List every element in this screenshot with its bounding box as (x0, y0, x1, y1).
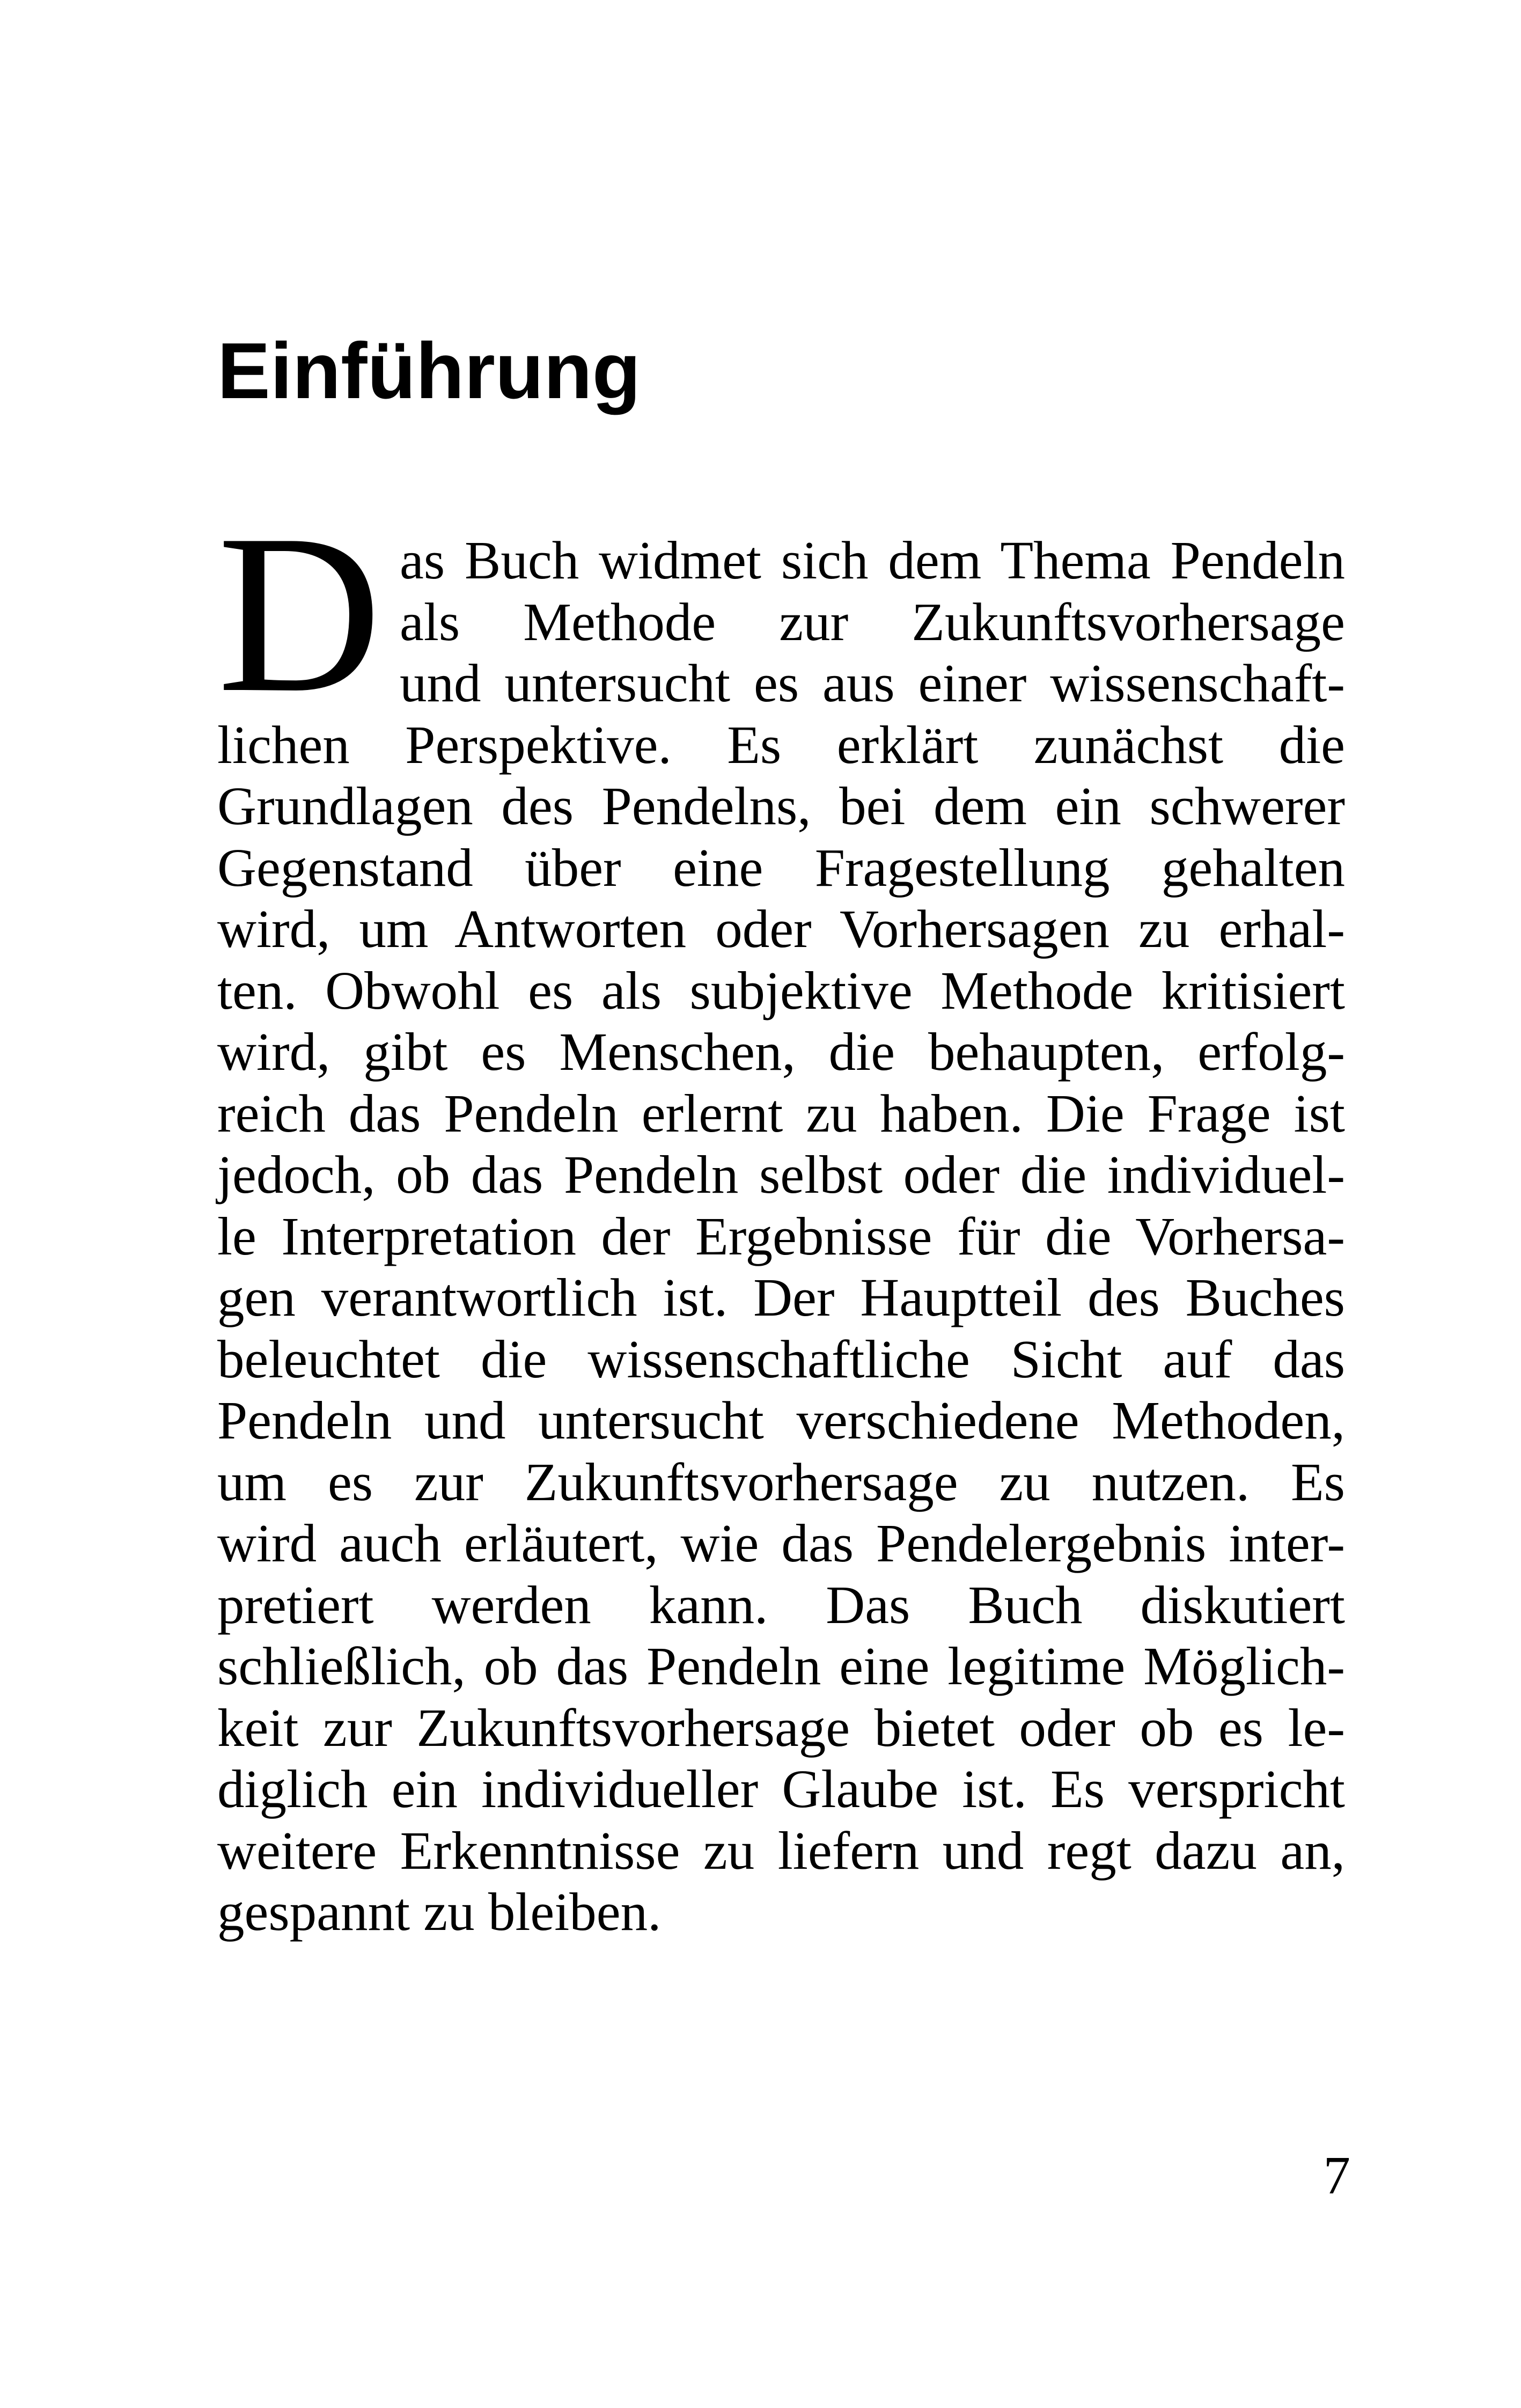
paragraph-line: keit zur Zukunftsvorhersage bietet oder ob es le- (217, 1697, 1345, 1758)
paragraph-line: und untersucht es aus einer wissenschaft- (400, 653, 1345, 713)
paragraph-line: le Interpretation der Ergebnisse für die Vorhersa- (217, 1206, 1345, 1266)
paragraph-line: jedoch, ob das Pendeln selbst oder die individuel- (217, 1144, 1345, 1205)
paragraph-line: pretiert werden kann. Das Buch diskutiert (217, 1574, 1345, 1635)
paragraph-line: ten. Obwohl es als subjektive Methode kritisiert (217, 960, 1345, 1021)
paragraph-line: diglich ein individueller Glaube ist. Es verspricht (217, 1759, 1345, 1819)
paragraph-line: lichen Perspektive. Es erklärt zunächst die (217, 714, 1345, 775)
paragraph-line: um es zur Zukunftsvorhersage zu nutzen. Es (217, 1451, 1345, 1512)
page-number: 7 (1323, 2145, 1350, 2205)
body-paragraph (217, 530, 1345, 1943)
paragraph-line: reich das Pendeln erlernt zu haben. Die Frage ist (217, 1083, 1345, 1143)
paragraph-line: wird auch erläutert, wie das Pendelergebnis inter- (217, 1513, 1345, 1573)
paragraph-line: wird, gibt es Menschen, die behaupten, erfolg- (217, 1022, 1345, 1082)
paragraph-line: weitere Erkenntnisse zu liefern und regt dazu an, (217, 1820, 1345, 1881)
chapter-title: Einführung (217, 327, 641, 415)
paragraph-line: gespannt zu bleiben. (217, 1882, 662, 1942)
paragraph-line: als Methode zur Zukunftsvorhersage (400, 591, 1345, 652)
drop-cap: D (217, 487, 382, 739)
paragraph-line: as Buch widmet sich dem Thema Pendeln (400, 530, 1345, 590)
paragraph-line: wird, um Antworten oder Vorhersagen zu erhal- (217, 899, 1345, 959)
paragraph-line: Pendeln und untersucht verschiedene Methoden, (217, 1390, 1345, 1450)
paragraph-line: beleuchtet die wissenschaftliche Sicht auf das (217, 1328, 1345, 1389)
paragraph-line: Grundlagen des Pendelns, bei dem ein schwerer (217, 776, 1345, 836)
paragraph-line: schließlich, ob das Pendeln eine legitime Möglich- (217, 1636, 1345, 1696)
paragraph-line: Gegenstand über eine Fragestellung gehalten (217, 837, 1345, 898)
paragraph-line: gen verantwortlich ist. Der Hauptteil des Buches (217, 1267, 1345, 1327)
